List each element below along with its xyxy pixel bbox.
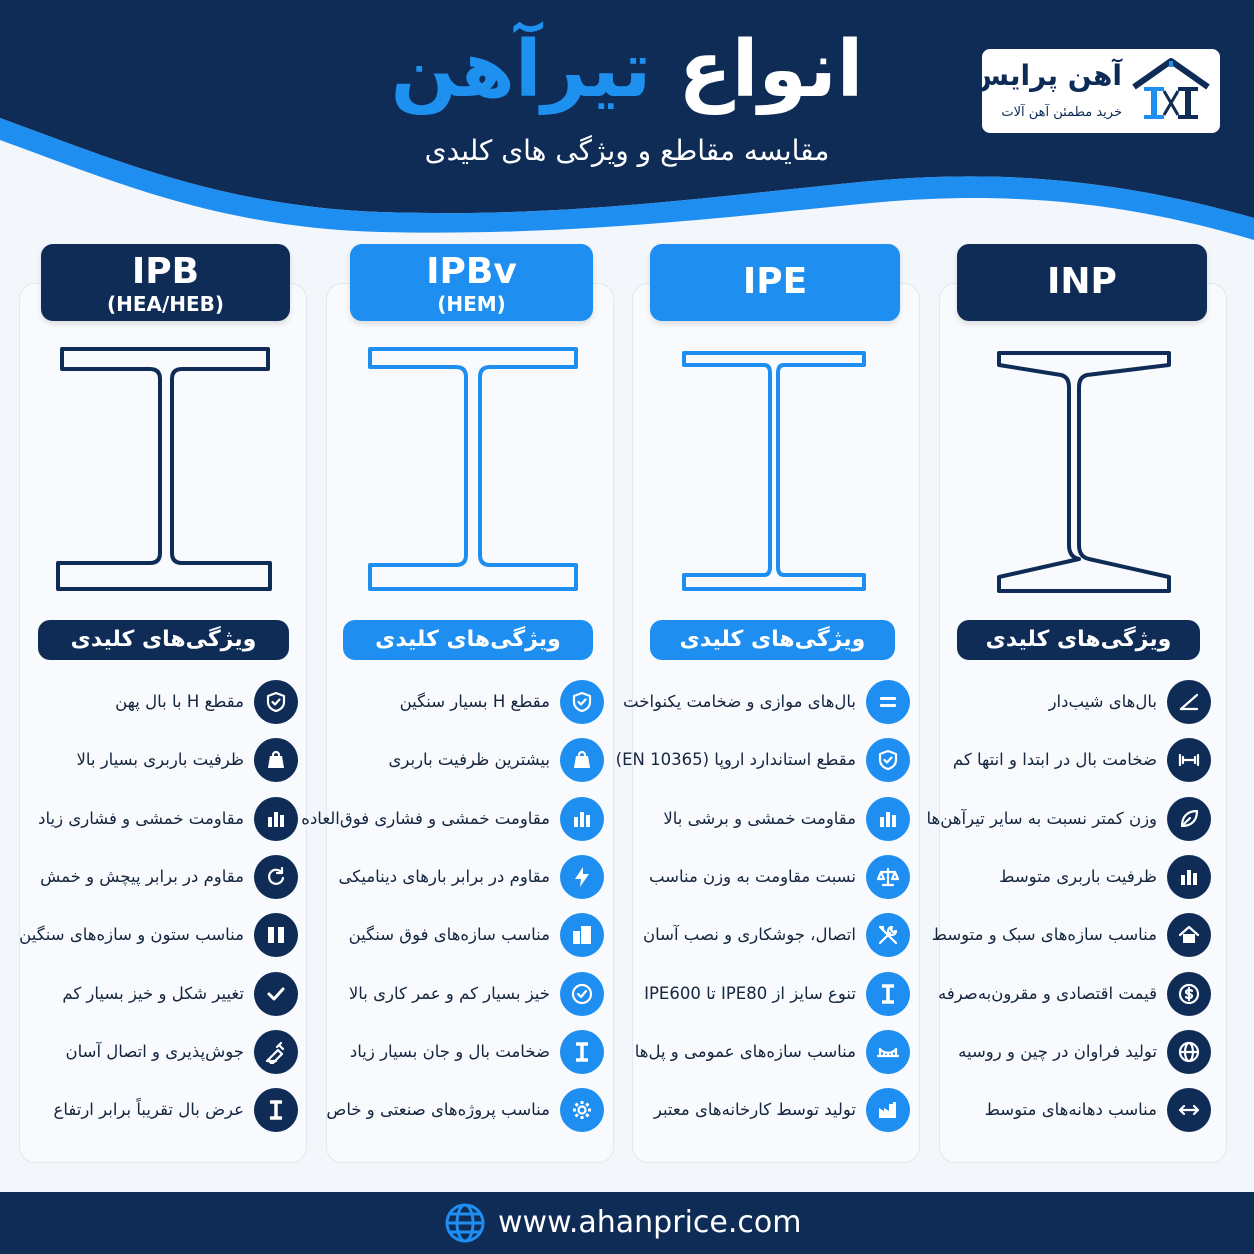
logo-name: آهن پرایس xyxy=(970,59,1122,92)
feature-text: تنوع سایز از IPE80 تا IPE600 xyxy=(644,983,856,1003)
feature-row xyxy=(921,1088,1211,1134)
feature-row xyxy=(8,972,298,1018)
weight-icon xyxy=(254,738,298,782)
welding-icon xyxy=(254,1030,298,1074)
factory-icon xyxy=(866,1088,910,1132)
feature-text: مناسب سازه‌های عمومی و پل‌ها xyxy=(634,1041,856,1061)
i-beam-icon xyxy=(254,1088,298,1132)
feature-row xyxy=(615,738,910,784)
key-features-label-ipbv: ویژگی‌های کلیدی xyxy=(343,620,593,660)
feature-text: عرض بال تقریباً برابر ارتفاع xyxy=(53,1100,244,1120)
logo-tagline: خرید مطمئن آهن آلات xyxy=(1001,105,1122,120)
slope-icon xyxy=(1167,680,1211,724)
feature-row xyxy=(8,738,298,784)
check-circle-icon xyxy=(560,972,604,1016)
feature-text: تولید توسط کارخانه‌های معتبر xyxy=(653,1100,856,1120)
beam-type-name: IPB xyxy=(131,251,200,292)
gear-icon xyxy=(560,1088,604,1132)
feature-text: ضخامت بال در ابتدا و انتها کم xyxy=(952,750,1157,770)
feature-text: ظرفیت باربری بسیار بالا xyxy=(76,750,244,770)
ipe-section-diagram xyxy=(636,345,916,595)
feature-text: مقطع استاندارد اروپا (EN 10365) xyxy=(615,750,856,770)
feature-row xyxy=(620,855,910,901)
feature-row xyxy=(620,797,910,843)
key-features-label-inp: ویژگی‌های کلیدی xyxy=(957,620,1200,660)
feature-row xyxy=(921,680,1211,726)
bar-chart-icon xyxy=(254,797,298,841)
feature-row xyxy=(314,680,604,726)
footer xyxy=(0,1192,1254,1254)
feature-row xyxy=(314,738,604,784)
feature-text: مقاوم در برابر پیچش و خمش xyxy=(40,866,244,886)
feature-row xyxy=(921,1030,1211,1076)
lightning-icon xyxy=(560,855,604,899)
feature-text: مقاوم در برابر بارهای دینامیکی xyxy=(338,866,550,886)
brand-logo[interactable] xyxy=(970,49,1220,133)
bridge-icon xyxy=(866,1030,910,1074)
website-link[interactable]: www.ahanprice.com xyxy=(498,1205,802,1240)
feature-text: مقطع H با بال پهن xyxy=(115,692,244,711)
beam-type-name: INP xyxy=(1047,261,1117,302)
title-word-2: تیرآهن xyxy=(390,25,652,115)
bar-chart-icon xyxy=(866,797,910,841)
feature-row xyxy=(301,797,604,843)
shield-icon xyxy=(560,680,604,724)
feature-row xyxy=(314,972,604,1018)
globe-icon xyxy=(444,1202,486,1244)
feature-row xyxy=(314,1088,604,1134)
check-icon xyxy=(254,972,298,1016)
feature-text: مناسب دهانه‌های متوسط xyxy=(984,1100,1157,1120)
feature-row xyxy=(8,797,298,843)
feature-row xyxy=(314,913,604,959)
feature-row xyxy=(921,797,1211,843)
feature-row xyxy=(620,680,910,726)
feature-row xyxy=(620,1088,910,1134)
feature-row xyxy=(8,913,298,959)
ipbv-section-diagram xyxy=(330,345,610,595)
feature-text: بال‌های شیب‌دار xyxy=(1048,692,1157,711)
beam-type-name: IPE xyxy=(742,261,808,302)
feature-row xyxy=(921,855,1211,901)
feature-text: ضخامت بال و جان بسیار زیاد xyxy=(349,1041,550,1061)
feature-text: بیشترین ظرفیت باربری xyxy=(388,750,550,770)
feature-text: قیمت اقتصادی و مقرون‌به‌صرفه xyxy=(937,983,1157,1003)
feature-row xyxy=(921,913,1211,959)
feature-text: جوش‌پذیری و اتصال آسان xyxy=(65,1041,244,1061)
double-arrow-icon xyxy=(1167,1088,1211,1132)
feature-text: مناسب سازه‌های سبک و متوسط xyxy=(931,925,1157,945)
feature-text: مناسب ستون و سازه‌های سنگین xyxy=(19,925,244,945)
i-beam-icon xyxy=(866,972,910,1016)
feature-text: بال‌های موازی و ضخامت یکنواخت xyxy=(623,692,856,711)
header-inp xyxy=(957,244,1207,321)
feature-row xyxy=(8,855,298,901)
beam-type-name: IPBv xyxy=(426,251,517,292)
feature-text: اتصال، جوشکاری و نصب آسان xyxy=(642,925,856,945)
i-beam-icon xyxy=(560,1030,604,1074)
house-icon xyxy=(1167,913,1211,957)
balance-scale-icon xyxy=(866,855,910,899)
feature-text: تغییر شکل و خیز بسیار کم xyxy=(62,983,244,1003)
feature-text: مقاومت خمشی و فشاری زیاد xyxy=(38,808,244,828)
feature-row xyxy=(314,855,604,901)
feature-row xyxy=(314,1030,604,1076)
feature-row xyxy=(8,680,298,726)
feature-text: نسبت مقاومت به وزن مناسب xyxy=(648,866,856,886)
feature-text: مقطع H بسیار سنگین xyxy=(399,692,550,711)
bar-chart-icon xyxy=(1167,855,1211,899)
title-word-1: انواع xyxy=(678,25,864,115)
header-ipb xyxy=(41,244,290,321)
feature-text: ظرفیت باربری متوسط xyxy=(999,866,1157,886)
feature-row xyxy=(921,972,1211,1018)
tools-icon xyxy=(866,913,910,957)
globe-icon xyxy=(1167,1030,1211,1074)
dollar-coin-icon xyxy=(1167,972,1211,1016)
weight-icon xyxy=(560,738,604,782)
parallel-lines-icon xyxy=(866,680,910,724)
inp-section-diagram xyxy=(943,345,1223,595)
feature-text: خیز بسیار کم و عمر کاری بالا xyxy=(348,983,550,1003)
feature-text: تولید فراوان در چین و روسیه xyxy=(958,1041,1157,1061)
beam-type-sub: (HEA/HEB) xyxy=(106,292,225,316)
columns-icon xyxy=(254,913,298,957)
shield-icon xyxy=(254,680,298,724)
shield-icon xyxy=(866,738,910,782)
feature-text: مناسب سازه‌های فوق سنگین xyxy=(348,925,550,945)
buildings-icon xyxy=(560,913,604,957)
leaf-icon xyxy=(1167,797,1211,841)
header-ipe xyxy=(650,244,900,321)
flange-thickness-icon xyxy=(1167,738,1211,782)
bar-chart-icon xyxy=(560,797,604,841)
feature-row xyxy=(620,913,910,959)
i-beam-house-logo-icon xyxy=(1130,57,1212,125)
key-features-label-ipe: ویژگی‌های کلیدی xyxy=(650,620,895,660)
feature-text: مقاومت خمشی و فشاری فوق‌العاده xyxy=(301,808,550,828)
header-ipbv xyxy=(350,244,593,321)
twist-icon xyxy=(254,855,298,899)
feature-row xyxy=(620,1030,910,1076)
feature-row xyxy=(921,738,1211,784)
beam-type-sub: (HEM) xyxy=(437,292,506,316)
feature-text: وزن کمتر نسبت به سایر تیرآهن‌ها xyxy=(926,808,1157,828)
feature-row xyxy=(8,1088,298,1134)
feature-row xyxy=(620,972,910,1018)
ipb-section-diagram xyxy=(22,345,302,595)
page-subtitle: مقایسه مقاطع و ویژگی های کلیدی xyxy=(424,134,830,167)
feature-text: مناسب پروژه‌های صنعتی و خاص xyxy=(326,1100,550,1120)
feature-text: مقاومت خمشی و برشی بالا xyxy=(663,808,856,828)
key-features-label-ipb: ویژگی‌های کلیدی xyxy=(38,620,289,660)
feature-row xyxy=(8,1030,298,1076)
